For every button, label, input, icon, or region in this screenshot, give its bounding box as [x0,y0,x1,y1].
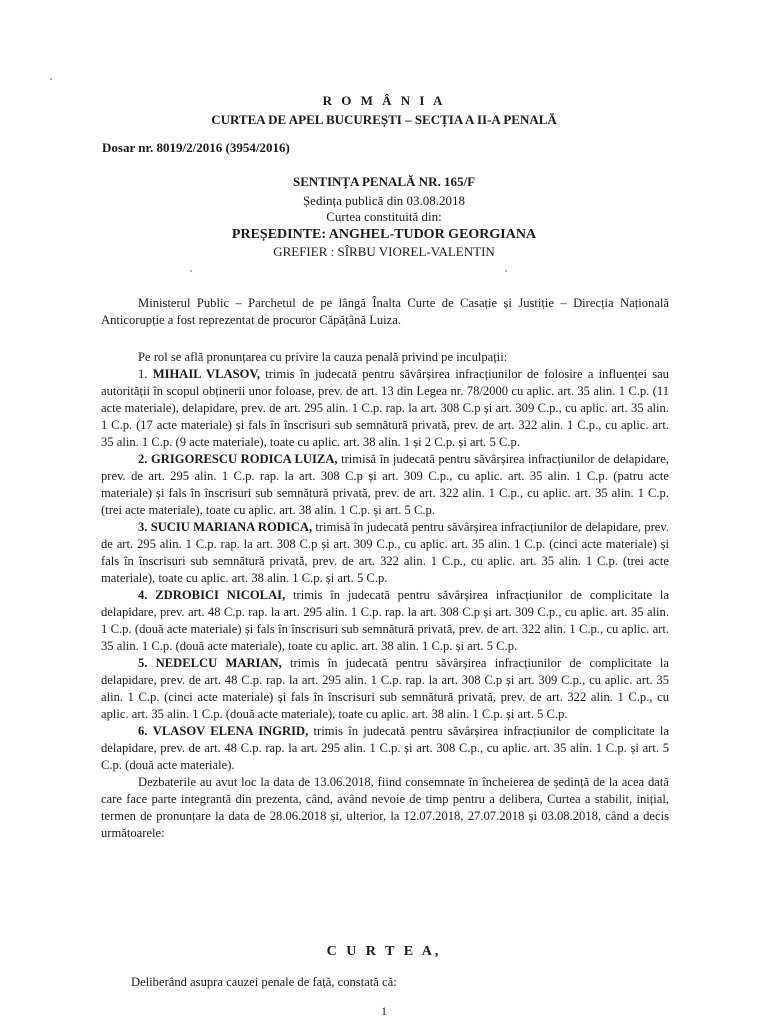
defendant-charges: trimis în judecată pentru săvârșirea infracțiunilor de complicitate la delapidare, prev. de art. 48 C.p. rap. la art. 295 alin. 1 C.p. și art. 308 C.p., cu aplic. art. 35 alin. 1 C.p. și art. 5 C.p. (două acte materiale). [101,724,670,772]
president-name: PREȘEDINTE: ANGHEL-TUDOR GEORGIANA [231,227,537,242]
defendant-name: ZDROBICI NICOLAI, [155,588,286,602]
defendant-charges: trimis în judecată pentru săvârșirea infracțiunilor de complicitate la delapidare, prev. de art. 48 C.p. rap. la art. 295 alin. 1 C.p. rap. la art. 308 C.p și art. 309 C.p., cu aplic. art. 35 alin. 1 C.p. (cinci acte materiale) și fals în înscrisuri sub semnătură privată, prev. de art. 322 alin. 1 C.p., cu aplic. art. 35 alin. 1 C.p. (două acte materiale), toate cu aplic. art. 38 alin. 1 C.p. și art. 5 C.p. [101,656,669,721]
defendant-number: 4. [138,588,148,602]
defendant-number: 5. [138,656,148,670]
country-heading: R O M Â N I A [322,93,446,108]
page-number: 1 [381,1004,387,1018]
defendant-number: 3. [138,520,148,534]
defendant-name: SUCIU MARIANA RODICA, [150,520,313,534]
defendant-name: MIHAIL VLASOV, [152,367,261,381]
defendant-charges: trimisă în judecată pentru săvârșirea infracțiunilor de delapidare, prev. de art. 295 alin. 1 C.p. rap. la art. 308 C.p și art. 309 C.p., cu aplic. art. 35 alin. 1 C.p. (patru acte materiale) și fals în înscrisuri sub semnătură privată, prev. de art. 322 alin. 1 C.p., cu aplic. art. 35 alin. 1 C.p. (trei acte materiale), toate cu aplic. art. 38 alin. 1 C.p. și art. 5 C.p. [101,452,669,517]
defendant-name: VLASOV ELENA INGRID, [152,724,309,738]
debates-paragraph: Dezbaterile au avut loc la data de 13.06.2018, fiind consemnate în încheierea de ședință de la acea dată care face parte integrantă din prezenta, când, având nevoie de timp pentru a delibera, Curtea a stabilit, inițial, termen de pronunțare la data de 28.06.2018 și, ulterior, la 12.07.2018, 27.07.2018 și 03.08.2018, când a decis următoarele: [101,775,669,840]
deliberation-line: Deliberând asupra cauzei penale de față, constată că: [131,975,397,989]
defendant-item [101,587,669,655]
defendant-number: 6. [138,724,148,738]
defendant-number: 1. [138,367,148,381]
defendant-item [101,366,669,451]
defendant-item [101,519,669,587]
court-heading-curtea: C U R T E A, [326,944,442,959]
defendant-charges: trimisă în judecată pentru săvârșirea infracțiunilor de delapidare, prev. de art. 295 alin. 1 C.p. rap. la art. 308 C.p și art. 309 C.p., cu aplic. art. 35 alin. 1 C.p. (cinci acte materiale) și fals în înscrisuri sub semnătură privată, prev. de art. 322 alin. 1 C.p., cu aplic. art. 35 alin. 1 C.p. (trei acte materiale), toate cu aplic. art. 38 alin. 1 C.p. și art. 5 C.p. [101,520,669,585]
clerk-name: GREFIER : SÎRBU VIOREL-VALENTIN [273,244,495,259]
defendant-name: NEDELCU MARIAN, [155,656,282,670]
defendants-section [101,349,669,842]
defendant-item [101,723,669,774]
defendant-item [101,451,669,519]
scan-speck [190,270,192,272]
defendant-charges: trimis în judecată pentru săvârșirea infracțiunilor de folosire a influenței sau autorității în scopul obținerii unor foloase, prev. de art. 13 din Legea nr. 78/2000 cu aplic. art. 35 alin. 1 C.p. (11 acte materiale), delapidare, prev. de art. 295 alin. 1 C.p. rap. la art. 308 C.p și art. 309 C.p., cu aplic. art. 35 alin. 1 C.p. (17 acte materiale) și fals în înscrisuri sub semnătură privată, prev. de art. 322 alin. 1 C.p., cu aplic. art. 35 alin. 1 C.p. (9 acte materiale), toate cu aplic. art. 38 alin. 1 și 2 C.p. și art. 5 C.p. [101,367,669,449]
case-number: Dosar nr. 8019/2/2016 (3954/2016) [102,140,290,155]
scan-speck [50,78,52,80]
defendant-name: GRIGORESCU RODICA LUIZA, [151,452,338,466]
defendant-number: 2. [138,452,148,466]
defendant-item [101,655,669,723]
scan-speck [505,270,507,272]
session-date: Ședința publică din 03.08.2018 [302,193,466,208]
court-composition-label: Curtea constituită din: [326,209,442,224]
intro-paragraph: Pe rol se află pronunțarea cu privire la cauza penală privind pe inculpații: [138,350,508,364]
court-heading: CURTEA DE APEL BUCUREȘTI – SECȚIA A II-A PENALĂ [211,112,557,127]
prosecutor-paragraph: Ministerul Public – Parchetul de pe lângă Înalta Curte de Casație și Justiție – Direcția Națională Anticorupție a fost reprezentat de procuror Căpățână Luiza. [101,296,669,327]
sentence-title: SENTINȚA PENALĂ NR. 165/F [292,174,476,189]
defendant-charges: trimis în judecată pentru săvârșirea infracțiunilor de complicitate la delapidare, prev. art. 48 C.p. rap. la art. 295 alin. 1 C.p. rap. la art. 308 C.p și art. 309 C.p., cu aplic. art. 35 alin. 1 C.p. (două acte materiale) și fals în înscrisuri sub semnătură privată, prev. de art. 322 alin. 1 C.p., cu aplic. art. 35 alin. 1 C.p. (două acte materiale), toate cu aplic. art. 38 alin. 1 C.p. și art. 5 C.p. [101,588,669,653]
